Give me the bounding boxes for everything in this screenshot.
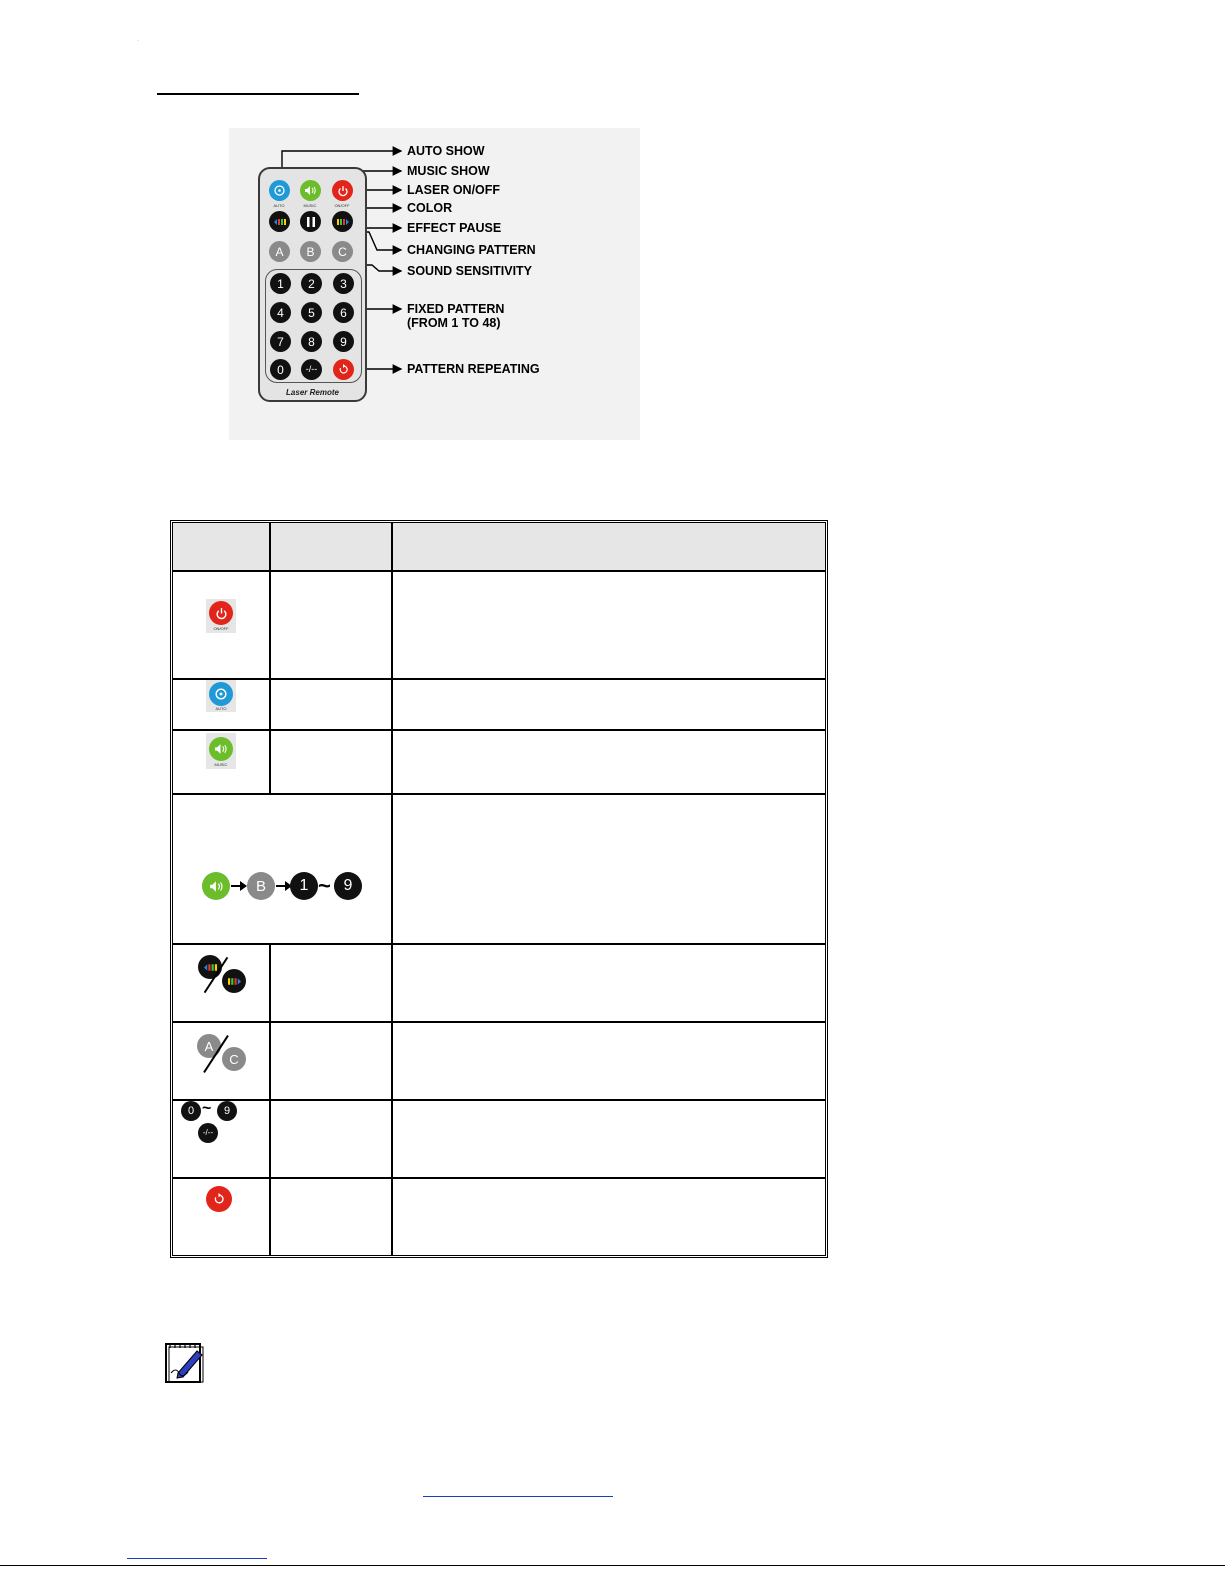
callout-changing-pattern: CHANGING PATTERN (407, 243, 536, 257)
a-button-icon: A (197, 1034, 221, 1058)
num-6-button[interactable]: 6 (333, 302, 354, 323)
speaker-icon (304, 185, 317, 196)
range-tilde: ~ (202, 1100, 212, 1117)
music-button[interactable] (300, 180, 321, 201)
music-button-icon (202, 872, 230, 900)
repeat-button-icon (206, 1186, 232, 1212)
column-divider (269, 943, 271, 1255)
digit-9-icon: 9 (334, 872, 362, 900)
num-5-button[interactable]: 5 (301, 302, 322, 323)
num-9-button[interactable]: 9 (333, 331, 354, 352)
music-caption: MUSIC (303, 203, 317, 208)
section-heading-underline (157, 93, 359, 95)
num-8-button[interactable]: 8 (301, 331, 322, 352)
c-button-icon: C (222, 1047, 246, 1071)
color-right-icon (337, 218, 349, 226)
callout-fixed-pattern-range: (FROM 1 TO 48) (407, 316, 501, 330)
digit-1-icon: 1 (290, 872, 318, 900)
callout-fixed-pattern: FIXED PATTERN (407, 302, 505, 316)
num-4-button[interactable]: 4 (270, 302, 291, 323)
auto-button-icon (209, 682, 233, 706)
bottom-link-underline[interactable] (127, 1558, 267, 1559)
arrow-right-icon (231, 880, 247, 892)
remote-control-illustration (229, 128, 640, 440)
callout-color: COLOR (407, 201, 453, 215)
callout-sound-sensitivity: SOUND SENSITIVITY (407, 264, 533, 278)
callout-pattern-repeating: PATTERN REPEATING (407, 362, 540, 376)
callout-music-show: MUSIC SHOW (407, 164, 490, 178)
b-button-icon: B (247, 872, 275, 900)
button-function-table (170, 520, 828, 1258)
letter-a-button[interactable]: A (269, 241, 290, 262)
digit-0-icon: 0 (181, 1101, 201, 1121)
num-2-button[interactable]: 2 (301, 273, 322, 294)
on-off-icon-caption: ON/OFF (213, 626, 229, 631)
auto-caption: AUTO (273, 203, 285, 208)
num-3-button[interactable]: 3 (333, 273, 354, 294)
on-off-caption: ON/OFF (334, 203, 350, 208)
music-icon-tile (206, 733, 236, 769)
repeat-button[interactable] (333, 359, 354, 380)
power-icon (337, 185, 349, 197)
auto-icon-caption: AUTO (215, 706, 227, 711)
on-off-icon-tile (206, 599, 236, 633)
pause-icon (307, 217, 315, 227)
color-next-button[interactable] (332, 211, 353, 232)
stray-mark: · (137, 38, 139, 44)
letter-b-button[interactable]: B (300, 241, 321, 262)
auto-cycle-icon (273, 184, 286, 197)
color-prev-button[interactable] (269, 211, 290, 232)
callout-laser-on-off: LASER ON/OFF (407, 183, 501, 197)
digit-mode-icon: -/-- (198, 1123, 218, 1143)
callout-auto-show: AUTO SHOW (407, 144, 485, 158)
remote-body (258, 167, 367, 402)
digit-9-icon: 9 (217, 1101, 237, 1121)
column-divider (269, 523, 271, 793)
callout-effect-pause: EFFECT PAUSE (407, 221, 502, 235)
num-1-button[interactable]: 1 (270, 273, 291, 294)
numpad-panel (265, 269, 362, 383)
column-divider (391, 523, 393, 1255)
letter-c-button[interactable]: C (332, 241, 353, 262)
note-pad-icon (164, 1339, 206, 1384)
range-tilde: ~ (318, 873, 331, 898)
music-button-icon (209, 737, 233, 761)
repeat-icon (338, 364, 349, 375)
auto-button[interactable] (269, 180, 290, 201)
auto-icon-tile (206, 680, 236, 712)
num-7-button[interactable]: 7 (270, 331, 291, 352)
music-icon-caption: MUSIC (214, 762, 228, 767)
page-bottom-rule (0, 1565, 1225, 1566)
color-left-icon (274, 218, 286, 226)
num-0-button[interactable]: 0 (270, 359, 291, 380)
pause-button[interactable] (300, 211, 321, 232)
digit-mode-button[interactable]: -/-- (301, 359, 322, 380)
on-off-button[interactable] (332, 180, 353, 201)
power-button-icon (209, 601, 233, 625)
color-next-icon (222, 969, 246, 993)
row-divider (173, 793, 825, 795)
remote-brand-label: Laser Remote (286, 388, 339, 397)
footer-link-underline[interactable] (423, 1496, 613, 1497)
